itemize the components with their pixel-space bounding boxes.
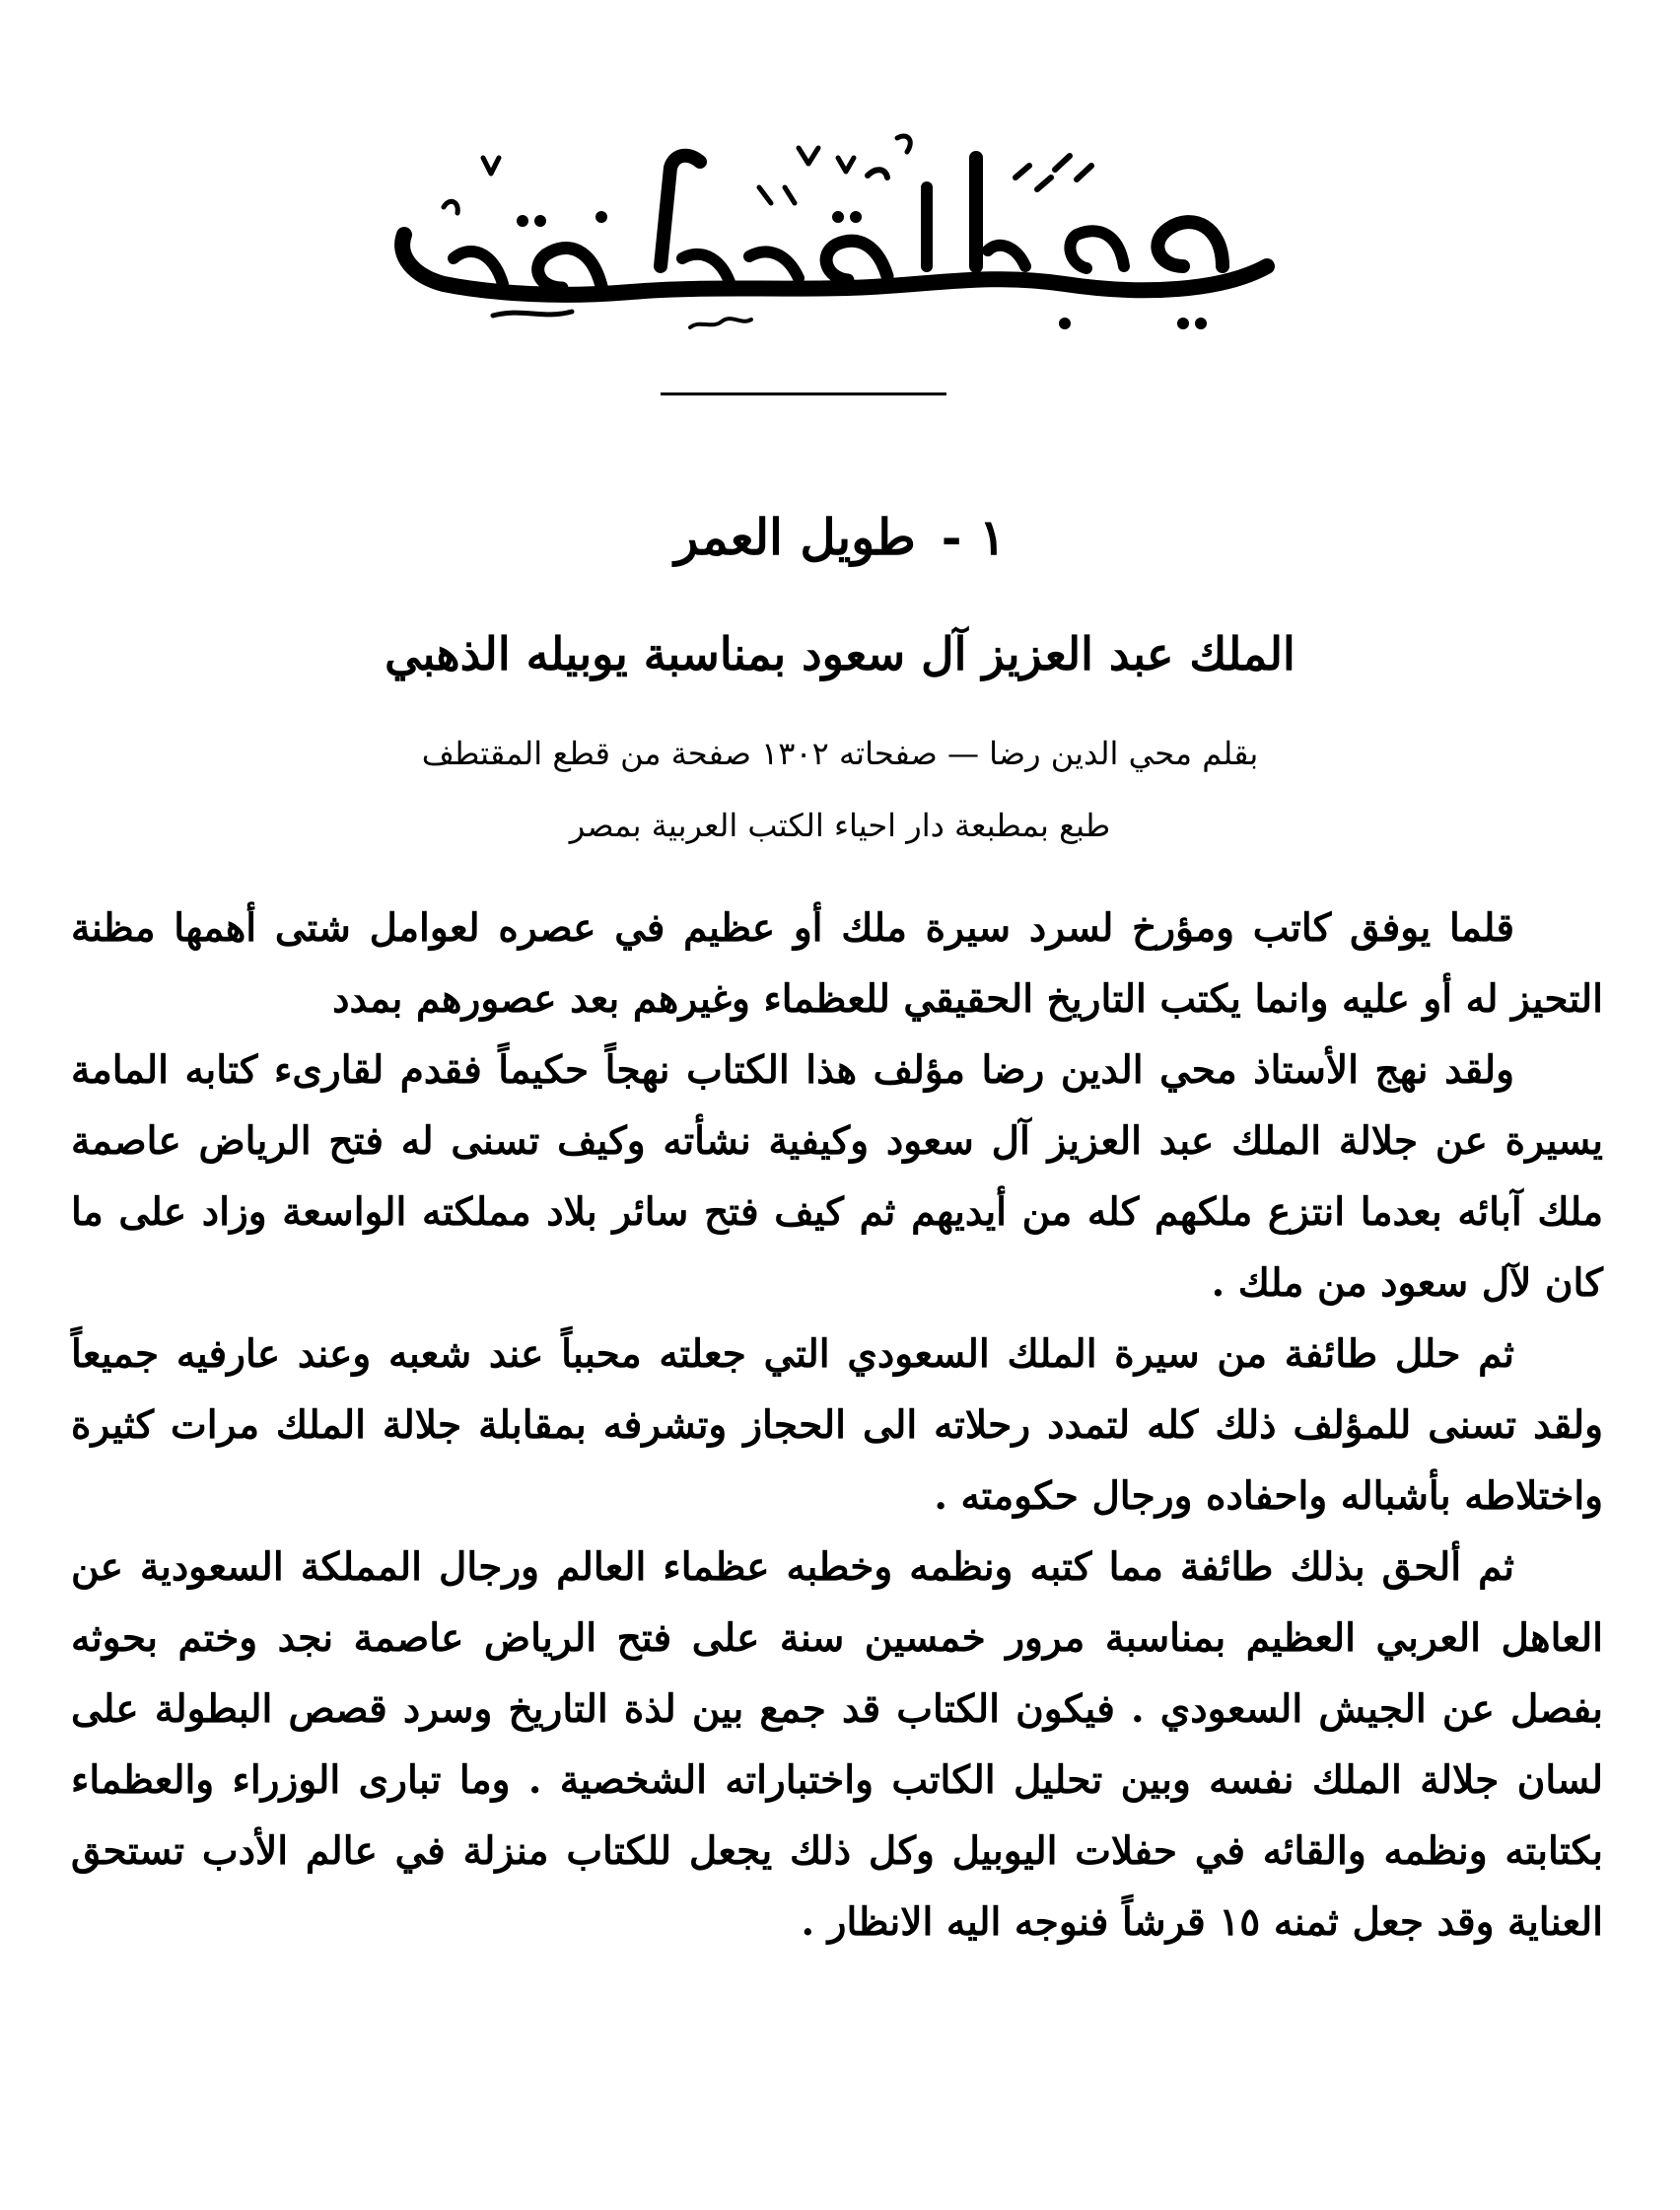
paragraph-2: ولقد نهج الأستاذ محي الدين رضا مؤلف هذا الكتاب نهجاً حكيماً فقدم لقارىء كتابه المامة يسيرة عن جلالة الملك عبد العزيز آل سعود وكيفية نشأته وكيف تسنى له فتح الرياض عاصمة ملك آبائه بعدما انتزع ملكهم كله من أيديهم ثم كيف فتح سائر بلاد مملكته الواسعة وزاد على ما كان لآل سعود من ملك . [71, 1047, 1603, 1306]
book-subtitle: الملك عبد العزيز آل سعود بمناسبة يوبيله الذهبي [385, 627, 1295, 680]
calligraphy-icon [375, 118, 1301, 355]
section-title: طويل العمر [674, 508, 916, 566]
paragraph-1: قلما يوفق كاتب ومؤرخ لسرد سيرة ملك أو عظيم في عصره لعوامل شتى أهمها مظنة التحيز له أو عليه وانما يكتب التاريخ الحقيقي للعظماء وغيرهم بعد عصورهم بمدد [71, 905, 1603, 1022]
review-body [71, 892, 1603, 1958]
paragraph-4: ثم ألحق بذلك طائفة مما كتبه ونظمه وخطبه عظماء العالم ورجال المملكة السعودية عن العاهل العربي العظيم بمناسبة مرور خمسين سنة على فتح الرياض عاصمة نجد وختم بحوثه بفصل عن الجيش السعودي . فيكون الكتاب قد جمع بين لذة التاريخ وسرد قصص البطولة على لسان جلالة الملك نفسه وبين تحليل الكاتب واختباراته الشخصية . وما تبارى الوزراء والعظماء بكتابته ونظمه والقائه في حفلات اليوبيل وكل ذلك يجعل للكتاب منزلة في عالم الأدب تستحق العناية وقد جعل ثمنه ١٥ قرشاً فنوجه اليه الانظار . [71, 1544, 1603, 1945]
section-number: ١ - [941, 508, 1006, 566]
paragraph-3: ثم حلل طائفة من سيرة الملك السعودي التي جعلته محبباً عند شعبه وعند عارفيه جميعاً ولقد تسنى للمؤلف ذلك كله لتمدد رحلاته الى الحجاز وتشرفه بمقابلة جلالة الملك مرات كثيرة واختلاطه بأشباله واحفاده ورجال حكومته . [71, 1331, 1603, 1519]
book-meta-author: بقلم محي الدين رضا — صفحاته ١٣٠٢ صفحة من قطع المقتطف [421, 735, 1259, 772]
section-heading [0, 508, 1680, 566]
book-meta-printer: طبع بمطبعة دار احياء الكتب العربية بمصر [569, 807, 1111, 844]
divider-rule [661, 392, 946, 395]
masthead-logo [375, 118, 1301, 355]
